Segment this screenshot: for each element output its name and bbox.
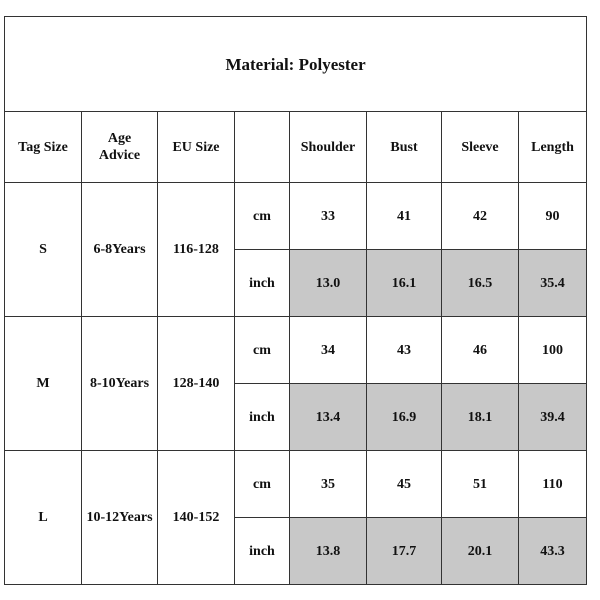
tag-size-cell: S <box>5 183 82 317</box>
header-age-advice: Age Advice <box>82 112 158 183</box>
material-title: Material: Polyester <box>5 17 587 112</box>
size-chart-table <box>4 16 587 585</box>
header-shoulder: Shoulder <box>290 112 367 183</box>
unit-cell: inch <box>235 518 290 585</box>
shoulder-cell: 33 <box>290 183 367 250</box>
unit-cell: inch <box>235 250 290 317</box>
header-sleeve: Sleeve <box>442 112 519 183</box>
age-advice-cell: 8-10Years <box>82 317 158 451</box>
table-row <box>5 183 587 250</box>
shoulder-cell: 34 <box>290 317 367 384</box>
header-row <box>5 112 587 183</box>
sleeve-cell: 18.1 <box>442 384 519 451</box>
tag-size-cell: L <box>5 451 82 585</box>
header-unit <box>235 112 290 183</box>
table-row <box>5 451 587 518</box>
bust-cell: 45 <box>367 451 442 518</box>
unit-cell: inch <box>235 384 290 451</box>
header-bust: Bust <box>367 112 442 183</box>
header-eu-size: EU Size <box>158 112 235 183</box>
title-row <box>5 17 587 112</box>
length-cell: 35.4 <box>519 250 587 317</box>
sleeve-cell: 51 <box>442 451 519 518</box>
shoulder-cell: 35 <box>290 451 367 518</box>
sleeve-cell: 42 <box>442 183 519 250</box>
sleeve-cell: 20.1 <box>442 518 519 585</box>
length-cell: 100 <box>519 317 587 384</box>
header-length: Length <box>519 112 587 183</box>
length-cell: 90 <box>519 183 587 250</box>
eu-size-cell: 140-152 <box>158 451 235 585</box>
table-row <box>5 317 587 384</box>
unit-cell: cm <box>235 317 290 384</box>
bust-cell: 16.9 <box>367 384 442 451</box>
bust-cell: 41 <box>367 183 442 250</box>
bust-cell: 16.1 <box>367 250 442 317</box>
length-cell: 39.4 <box>519 384 587 451</box>
length-cell: 43.3 <box>519 518 587 585</box>
age-advice-cell: 6-8Years <box>82 183 158 317</box>
age-advice-cell: 10-12Years <box>82 451 158 585</box>
bust-cell: 17.7 <box>367 518 442 585</box>
tag-size-cell: M <box>5 317 82 451</box>
header-tag-size: Tag Size <box>5 112 82 183</box>
unit-cell: cm <box>235 451 290 518</box>
sleeve-cell: 16.5 <box>442 250 519 317</box>
unit-cell: cm <box>235 183 290 250</box>
shoulder-cell: 13.4 <box>290 384 367 451</box>
length-cell: 110 <box>519 451 587 518</box>
shoulder-cell: 13.8 <box>290 518 367 585</box>
eu-size-cell: 128-140 <box>158 317 235 451</box>
bust-cell: 43 <box>367 317 442 384</box>
sleeve-cell: 46 <box>442 317 519 384</box>
shoulder-cell: 13.0 <box>290 250 367 317</box>
eu-size-cell: 116-128 <box>158 183 235 317</box>
